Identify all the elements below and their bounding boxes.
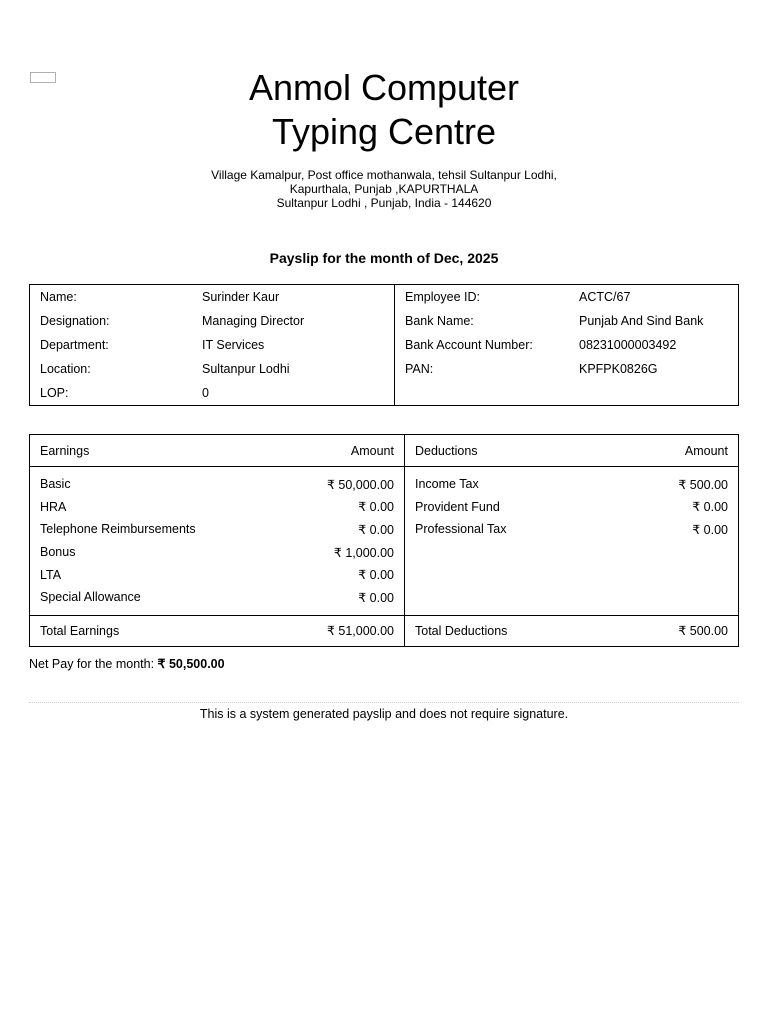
address-line1: Village Kamalpur, Post office mothanwala, tehsil Sultanpur Lodhi, [211,168,557,182]
total-deductions-label: Total Deductions [405,615,611,646]
table-row [30,518,739,541]
earning-amount: ₹ 0.00 [276,563,405,586]
designation-value: Managing Director [192,309,395,333]
table-row [30,541,739,564]
total-deductions-value: ₹ 500.00 [610,615,738,646]
earning-label: Bonus [40,545,76,560]
earning-amount: ₹ 0.00 [276,496,405,519]
employee-id-label: Employee ID: [405,290,481,304]
deduction-label: Professional Tax [415,522,507,537]
net-pay-value: ₹ 50,500.00 [157,657,225,671]
earnings-amount-header: Amount [276,435,405,467]
deduction-amount: ₹ 0.00 [692,500,728,515]
bank-account-value: 08231000003492 [579,337,677,352]
earning-amount: ₹ 50,000.00 [276,467,405,496]
employee-id-value: ACTC/67 [579,290,631,304]
net-pay-label: Net Pay for the month: [29,657,155,671]
earning-label: HRA [40,499,67,514]
earning-label: Telephone Reimbursements [40,522,196,537]
name-label: Name: [40,290,77,304]
employee-detail-row [30,285,739,310]
location-value: Sultanpur Lodhi [192,357,395,381]
lop-value: 0 [192,381,395,406]
totals-row [30,615,739,646]
table-row [30,467,739,496]
employee-detail-row [30,381,739,406]
table-row [30,496,739,519]
employee-details-table [29,284,739,406]
name-value: Surinder Kaur [192,285,395,310]
location-label: Location: [40,361,91,376]
net-pay [29,656,225,671]
lop-label: LOP: [40,385,69,400]
employee-detail-row [30,333,739,357]
earning-label: LTA [40,567,62,582]
address-line3: Sultanpur Lodhi , Punjab, India - 144620 [276,196,492,210]
earning-label: Basic [40,477,71,492]
address-line2: Kapurthala, Punjab ,KAPURTHALA [289,182,479,196]
divider [29,702,739,703]
total-earnings-label: Total Earnings [30,615,277,646]
table-row [30,586,739,615]
deduction-amount: ₹ 500.00 [678,477,728,492]
table-row [30,563,739,586]
deduction-label: Income Tax [415,477,479,492]
deduction-amount: ₹ 0.00 [692,522,728,537]
earning-amount: ₹ 0.00 [276,518,405,541]
company-name [0,66,768,154]
employee-detail-row [30,309,739,333]
earning-label: Special Allowance [40,590,141,605]
bank-name-value: Punjab And Sind Bank [579,314,704,328]
earnings-deductions-table [29,434,739,647]
designation-label: Designation: [40,314,110,328]
payslip-title: Payslip for the month of Dec, 2025 [269,250,499,266]
deductions-amount-header: Amount [610,435,738,467]
pan-label: PAN: [405,361,434,376]
deductions-header: Deductions [405,435,611,467]
earnings-header: Earnings [30,435,277,467]
employee-detail-row [30,357,739,381]
company-name-line1: Anmol Computer [248,67,520,108]
department-label: Department: [40,337,109,352]
company-address [0,168,768,210]
pan-value: KPFPK0826G [579,361,658,376]
deduction-label: Provident Fund [415,499,500,514]
table-header-row [30,435,739,467]
total-earnings-value: ₹ 51,000.00 [276,615,405,646]
footer-note: This is a system generated payslip and does not require signature. [199,707,569,721]
department-value: IT Services [192,333,395,357]
company-name-line2: Typing Centre [271,111,497,152]
earning-amount: ₹ 0.00 [276,586,405,615]
bank-name-label: Bank Name: [405,314,474,328]
earning-amount: ₹ 1,000.00 [276,541,405,564]
bank-account-label: Bank Account Number: [405,337,533,352]
